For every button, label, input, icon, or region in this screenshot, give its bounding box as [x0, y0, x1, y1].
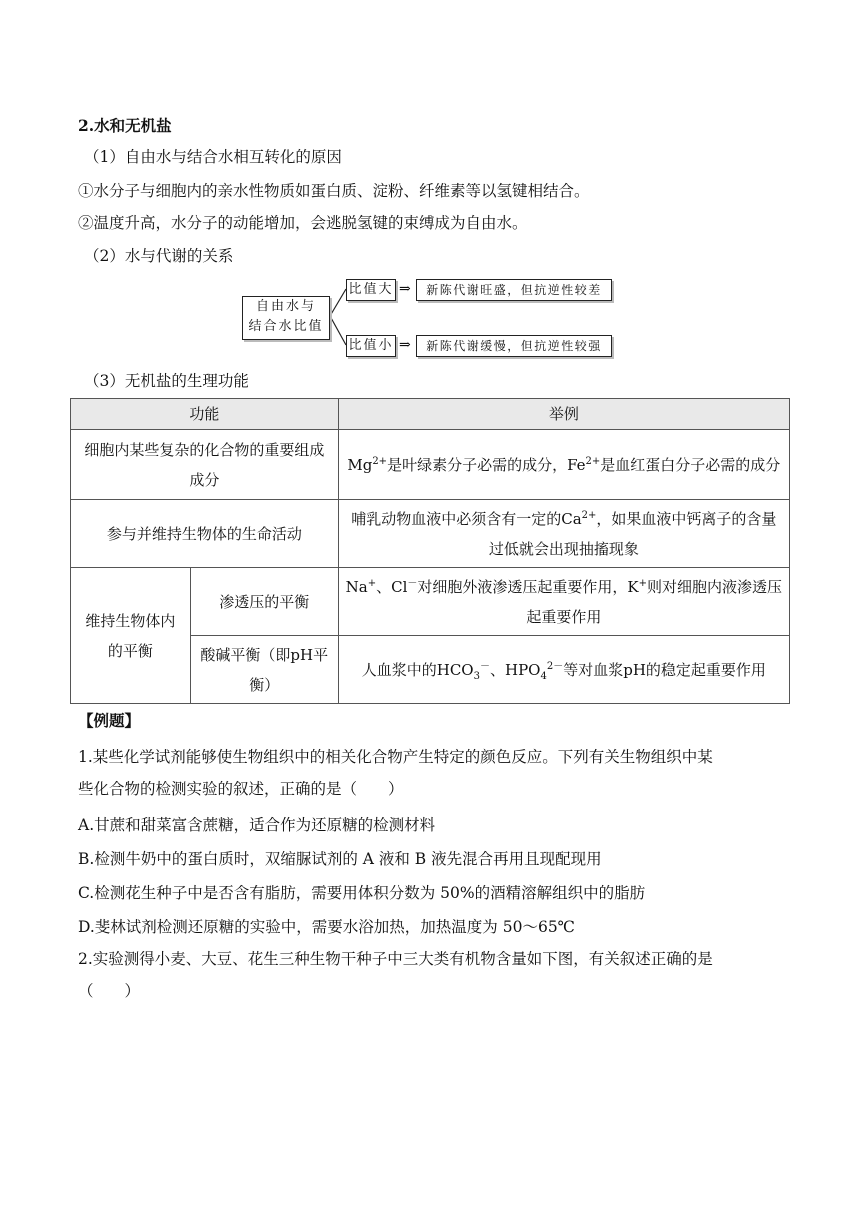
section-title: 2.水和无机盐 — [78, 116, 172, 135]
row3-example-a: Na — [345, 577, 368, 596]
row3-group: 维持生物体内的平衡 — [71, 568, 191, 704]
subsection-2-heading: （2）水与代谢的关系 — [84, 247, 234, 265]
q1-option-b: B.检测牛奶中的蛋白质时，双缩脲试剂的 A 液和 B 液先混合再用且现配现用 — [78, 850, 602, 868]
row3-example-b: 、Cl — [376, 577, 408, 596]
q2-line2: （ ） — [78, 982, 141, 1000]
inorganic-salt-function-table — [70, 398, 790, 704]
q2-line1: 2.实验测得小麦、大豆、花生三种生物干种子中三大类有机物含量如下图，有关叙述正确的是 — [78, 950, 713, 968]
row4-example-b-sup: 2－ — [546, 660, 564, 672]
row4-example — [338, 636, 789, 704]
row4-example-b: 、HPO — [489, 660, 541, 679]
water-metabolism-diagram — [240, 276, 620, 360]
row4-example-a: 人血浆中的HCO — [361, 660, 474, 679]
row2-example-a-sup: 2+ — [581, 509, 597, 521]
ratio-high-box: 比值大 — [346, 279, 396, 301]
row3-example-c-sup: + — [638, 577, 647, 589]
ratio-source-box — [242, 296, 330, 340]
header-example: 举例 — [338, 399, 789, 430]
row1-example-b-sup: 2+ — [585, 455, 601, 467]
ratio-source-line2: 结合水比值 — [248, 319, 324, 334]
ratio-low-arrow: ⇒ — [399, 337, 411, 353]
ratio-low-box: 比值小 — [346, 335, 396, 357]
row1-example — [338, 430, 789, 500]
row4-example-b-sub: 4 — [540, 670, 547, 682]
table-row — [71, 430, 790, 500]
ratio-source-line1: 自由水与 — [255, 299, 316, 314]
row2-example — [338, 500, 789, 568]
row3-example-d: 则对细胞内液渗透压起重要作用 — [526, 577, 783, 626]
row1-example-a: Mg — [347, 455, 373, 474]
point-2: ②温度升高，水分子的动能增加，会逃脱氢键的束缚成为自由水。 — [78, 214, 528, 232]
table-row — [71, 568, 790, 636]
ratio-low-result-box: 新陈代谢缓慢，但抗逆性较强 — [416, 335, 612, 357]
row3-function: 渗透压的平衡 — [190, 568, 338, 636]
q1-line2: 些化合物的检测实验的叙述，正确的是（ ） — [78, 780, 404, 798]
q1-option-a: A.甘蔗和甜菜富含蔗糖，适合作为还原糖的检测材料 — [78, 816, 436, 834]
row2-function: 参与并维持生物体的生命活动 — [71, 500, 339, 568]
row4-example-c: 等对血浆pH的稳定起重要作用 — [563, 660, 766, 679]
table-row — [71, 500, 790, 568]
table-header-row — [71, 399, 790, 430]
row3-example-a-sup: + — [367, 577, 377, 589]
header-function: 功能 — [71, 399, 339, 430]
q1-line1: 1.某些化学试剂能够使生物组织中的相关化合物产生特定的颜色反应。下列有关生物组织中某 — [78, 748, 713, 766]
row2-example-b: ，如果血液中钙离子的含量过低就会出现抽搐现象 — [488, 509, 777, 558]
examples-heading: 【例题】 — [78, 711, 141, 730]
row4-example-a-sub: 3 — [473, 670, 480, 682]
row4-function: 酸碱平衡（即pH平衡） — [190, 636, 338, 704]
ratio-high-arrow: ⇒ — [399, 281, 411, 297]
row2-example-a: 哺乳动物血液中必须含有一定的Ca — [351, 509, 582, 528]
row3-example — [338, 568, 789, 636]
row3-example-b-sup: － — [407, 577, 418, 589]
subsection-3-heading: （3）无机盐的生理功能 — [84, 372, 249, 390]
row1-function: 细胞内某些复杂的化合物的重要组成成分 — [71, 430, 339, 500]
row3-example-c: 对细胞外液渗透压起重要作用，K — [417, 577, 639, 596]
ratio-high-result-box: 新陈代谢旺盛，但抗逆性较差 — [416, 279, 612, 301]
row1-example-b: 是叶绿素分子必需的成分，Fe — [387, 455, 586, 474]
point-1: ①水分子与细胞内的亲水性物质如蛋白质、淀粉、纤维素等以氢键相结合。 — [78, 182, 590, 200]
row1-example-c: 是血红蛋白分子必需的成分 — [600, 455, 781, 474]
q1-option-c: C.检测花生种子中是否含有脂肪，需要用体积分数为 50%的酒精溶解组织中的脂肪 — [78, 884, 646, 902]
q1-option-d: D.斐林试剂检测还原糖的实验中，需要水浴加热，加热温度为 50～65℃ — [78, 918, 576, 936]
subsection-1-heading: （1）自由水与结合水相互转化的原因 — [84, 148, 342, 166]
row4-example-a-sup: － — [479, 660, 490, 672]
row1-example-a-sup: 2+ — [372, 455, 388, 467]
